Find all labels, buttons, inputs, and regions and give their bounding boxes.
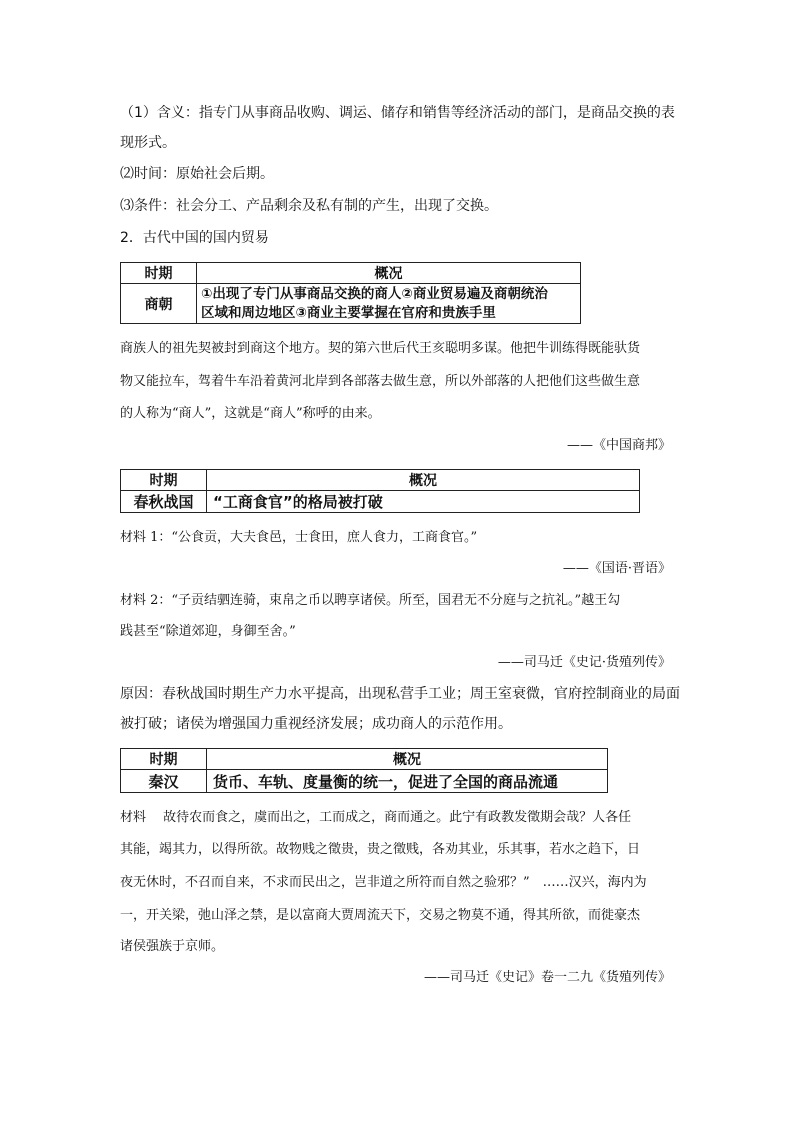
table-shang [120, 262, 581, 324]
material-1: 材料 1：“公食贡，大夫食邑，士食田，庶人食力，工商食官。” [120, 530, 478, 545]
material-2-source: ——司马迁《史记·货殖列传》 [497, 655, 671, 670]
time-line: ⑵时间：原始社会后期。 [120, 166, 274, 182]
header-overview: 概况 [207, 470, 640, 491]
overview-line-1: ①出现了专门从事商品交换的商人②商业贸易遍及商朝统治 [201, 285, 548, 302]
table-spring-autumn [120, 469, 640, 513]
passage-source: ——《中国商邦》 [566, 438, 671, 453]
header-overview: 概况 [207, 749, 608, 770]
material-3-line-1: 材料 故待农而食之，虞而出之，工而成之，商而通之。此宁有政教发徵期会哉？人各任 [120, 810, 632, 825]
material-3-source: ——司马迁《史记》卷一二九《货殖列传》 [423, 970, 671, 985]
passage-line-2: 物又能拉车，驾着牛车沿着黄河北岸到各部落去做生意，所以外部落的人把他们这些做生意 [120, 374, 641, 389]
table-row [121, 491, 640, 513]
header-period: 时期 [121, 263, 197, 284]
material-2-line-1: 材料 2：“子贡结驷连骑，束帛之币以聘享诸侯。所至，国君无不分庭与之抗礼。”越王勾 [120, 593, 621, 608]
period-cell: 春秋战国 [121, 491, 207, 513]
material-3-line-4: 一，开关梁，弛山泽之禁，是以富商大贾周流天下，交易之物莫不通，得其所欲，而徙豪杰 [120, 908, 641, 923]
table-header-row [121, 749, 608, 770]
material-3-line-2: 其能，竭其力，以得所欲。故物贱之徵贵，贵之徵贱，各劝其业，乐其事，若水之趋下，日 [120, 842, 641, 857]
reason-line-1: 原因：春秋战国时期生产力水平提高，出现私营手工业；周王室衰微，官府控制商业的局面 [120, 686, 680, 702]
header-overview: 概况 [197, 263, 581, 284]
table-header-row [121, 263, 581, 284]
definition-line-2: 现形式。 [120, 135, 176, 151]
period-cell: 秦汉 [121, 770, 207, 793]
overview-cell: 货币、车轨、度量衡的统一，促进了全国的商品流通 [207, 770, 608, 793]
overview-line-2: 区域和周边地区③商业主要掌握在官府和贵族手里 [201, 304, 496, 321]
condition-line: ⑶条件：社会分工、产品剩余及私有制的产生，出现了交换。 [120, 198, 498, 214]
definition-line-1: （1）含义：指专门从事商品收购、调运、储存和销售等经济活动的部门，是商品交换的表 [120, 105, 675, 121]
material-1-source: ——《国语·晋语》 [562, 561, 671, 576]
table-row [121, 284, 581, 324]
material-3-line-3: 夜无休时，不召而自来，不求而民出之，岂非道之所符而自然之验邪？” ……汉兴，海内为 [120, 875, 647, 890]
passage-line-3: 的人称为“商人”，这就是“商人”称呼的由来。 [120, 406, 381, 421]
header-period: 时期 [121, 749, 207, 770]
overview-cell: “工商食官”的格局被打破 [207, 491, 640, 513]
overview-cell [197, 284, 581, 324]
table-row [121, 770, 608, 793]
table-header-row [121, 470, 640, 491]
header-period: 时期 [121, 470, 207, 491]
table-qin-han [120, 748, 608, 793]
passage-line-1: 商族人的祖先契被封到商这个地方。契的第六世后代王亥聪明多谋。他把牛训练得既能驮货 [120, 341, 641, 356]
period-cell: 商朝 [121, 284, 197, 324]
section-heading: 2．古代中国的国内贸易 [120, 230, 269, 246]
material-2-line-2: 践甚至“除道郊迎，身御至舍。” [120, 624, 296, 639]
reason-line-2: 被打破；诸侯为增强国力重视经济发展；成功商人的示范作用。 [120, 716, 512, 732]
material-3-line-5: 诸侯强族于京师。 [120, 939, 225, 954]
